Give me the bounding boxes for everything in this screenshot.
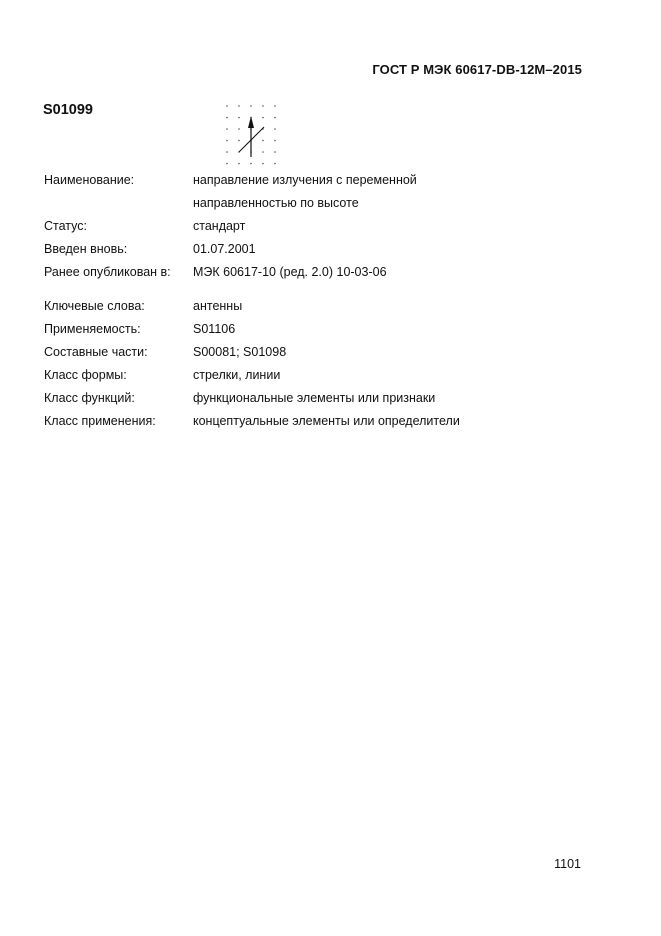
- name-label: Наименование:: [44, 173, 135, 187]
- grid-dot: [262, 140, 264, 142]
- applicability-label: Применяемость:: [44, 322, 141, 336]
- grid-dot: [226, 163, 228, 165]
- grid-dot: [226, 151, 228, 153]
- introduced-label: Введен вновь:: [44, 242, 128, 256]
- name-value-line2: направленностью по высоте: [193, 196, 359, 210]
- shape-class-label: Класс формы:: [44, 368, 127, 382]
- applicability-value: S01106: [193, 322, 236, 336]
- page-number: 1101: [554, 857, 581, 871]
- published-label: Ранее опубликован в:: [44, 265, 171, 279]
- standard-designation: ГОСТ Р МЭК 60617-DB-12M–2015: [372, 62, 582, 77]
- status-label: Статус:: [44, 219, 87, 233]
- grid-dot: [238, 140, 240, 142]
- shape-class-value: стрелки, линии: [193, 368, 281, 382]
- application-class-value: концептуальные элементы или определители: [193, 414, 460, 428]
- function-class-value: функциональные элементы или признаки: [193, 391, 436, 405]
- grid-dot: [274, 117, 276, 119]
- grid-dot: [262, 117, 264, 119]
- grid-dot: [226, 105, 228, 107]
- grid-dot: [274, 140, 276, 142]
- grid-dot: [250, 105, 252, 107]
- grid-dot: [226, 140, 228, 142]
- grid-dot: [238, 163, 240, 165]
- grid-dot: [274, 151, 276, 153]
- components-label: Составные части:: [44, 345, 148, 359]
- introduced-value: 01.07.2001: [193, 242, 256, 256]
- keywords-value: антенны: [193, 299, 243, 313]
- function-class-label: Класс функций:: [44, 391, 135, 405]
- grid-dot: [238, 117, 240, 119]
- variable-elevation-radiation-arrow-icon: [221, 102, 279, 166]
- name-value-line1: направление излучения с переменной: [193, 173, 417, 187]
- grid-dot: [238, 105, 240, 107]
- arrow-head: [248, 116, 254, 128]
- symbol-code: S01099: [43, 102, 93, 118]
- grid-dot: [262, 163, 264, 165]
- grid-dot: [250, 163, 252, 165]
- status-value: стандарт: [193, 219, 246, 233]
- grid-dot: [238, 128, 240, 130]
- grid-dot: [274, 105, 276, 107]
- keywords-label: Ключевые слова:: [44, 299, 145, 313]
- grid-dot: [262, 151, 264, 153]
- grid-dot: [226, 117, 228, 119]
- grid-dot: [274, 128, 276, 130]
- components-value: S00081; S01098: [193, 345, 287, 359]
- grid-dot: [274, 163, 276, 165]
- grid-dot: [226, 128, 228, 130]
- application-class-label: Класс применения:: [44, 414, 156, 428]
- published-value: МЭК 60617-10 (ред. 2.0) 10-03-06: [193, 265, 387, 279]
- grid-dot: [262, 105, 264, 107]
